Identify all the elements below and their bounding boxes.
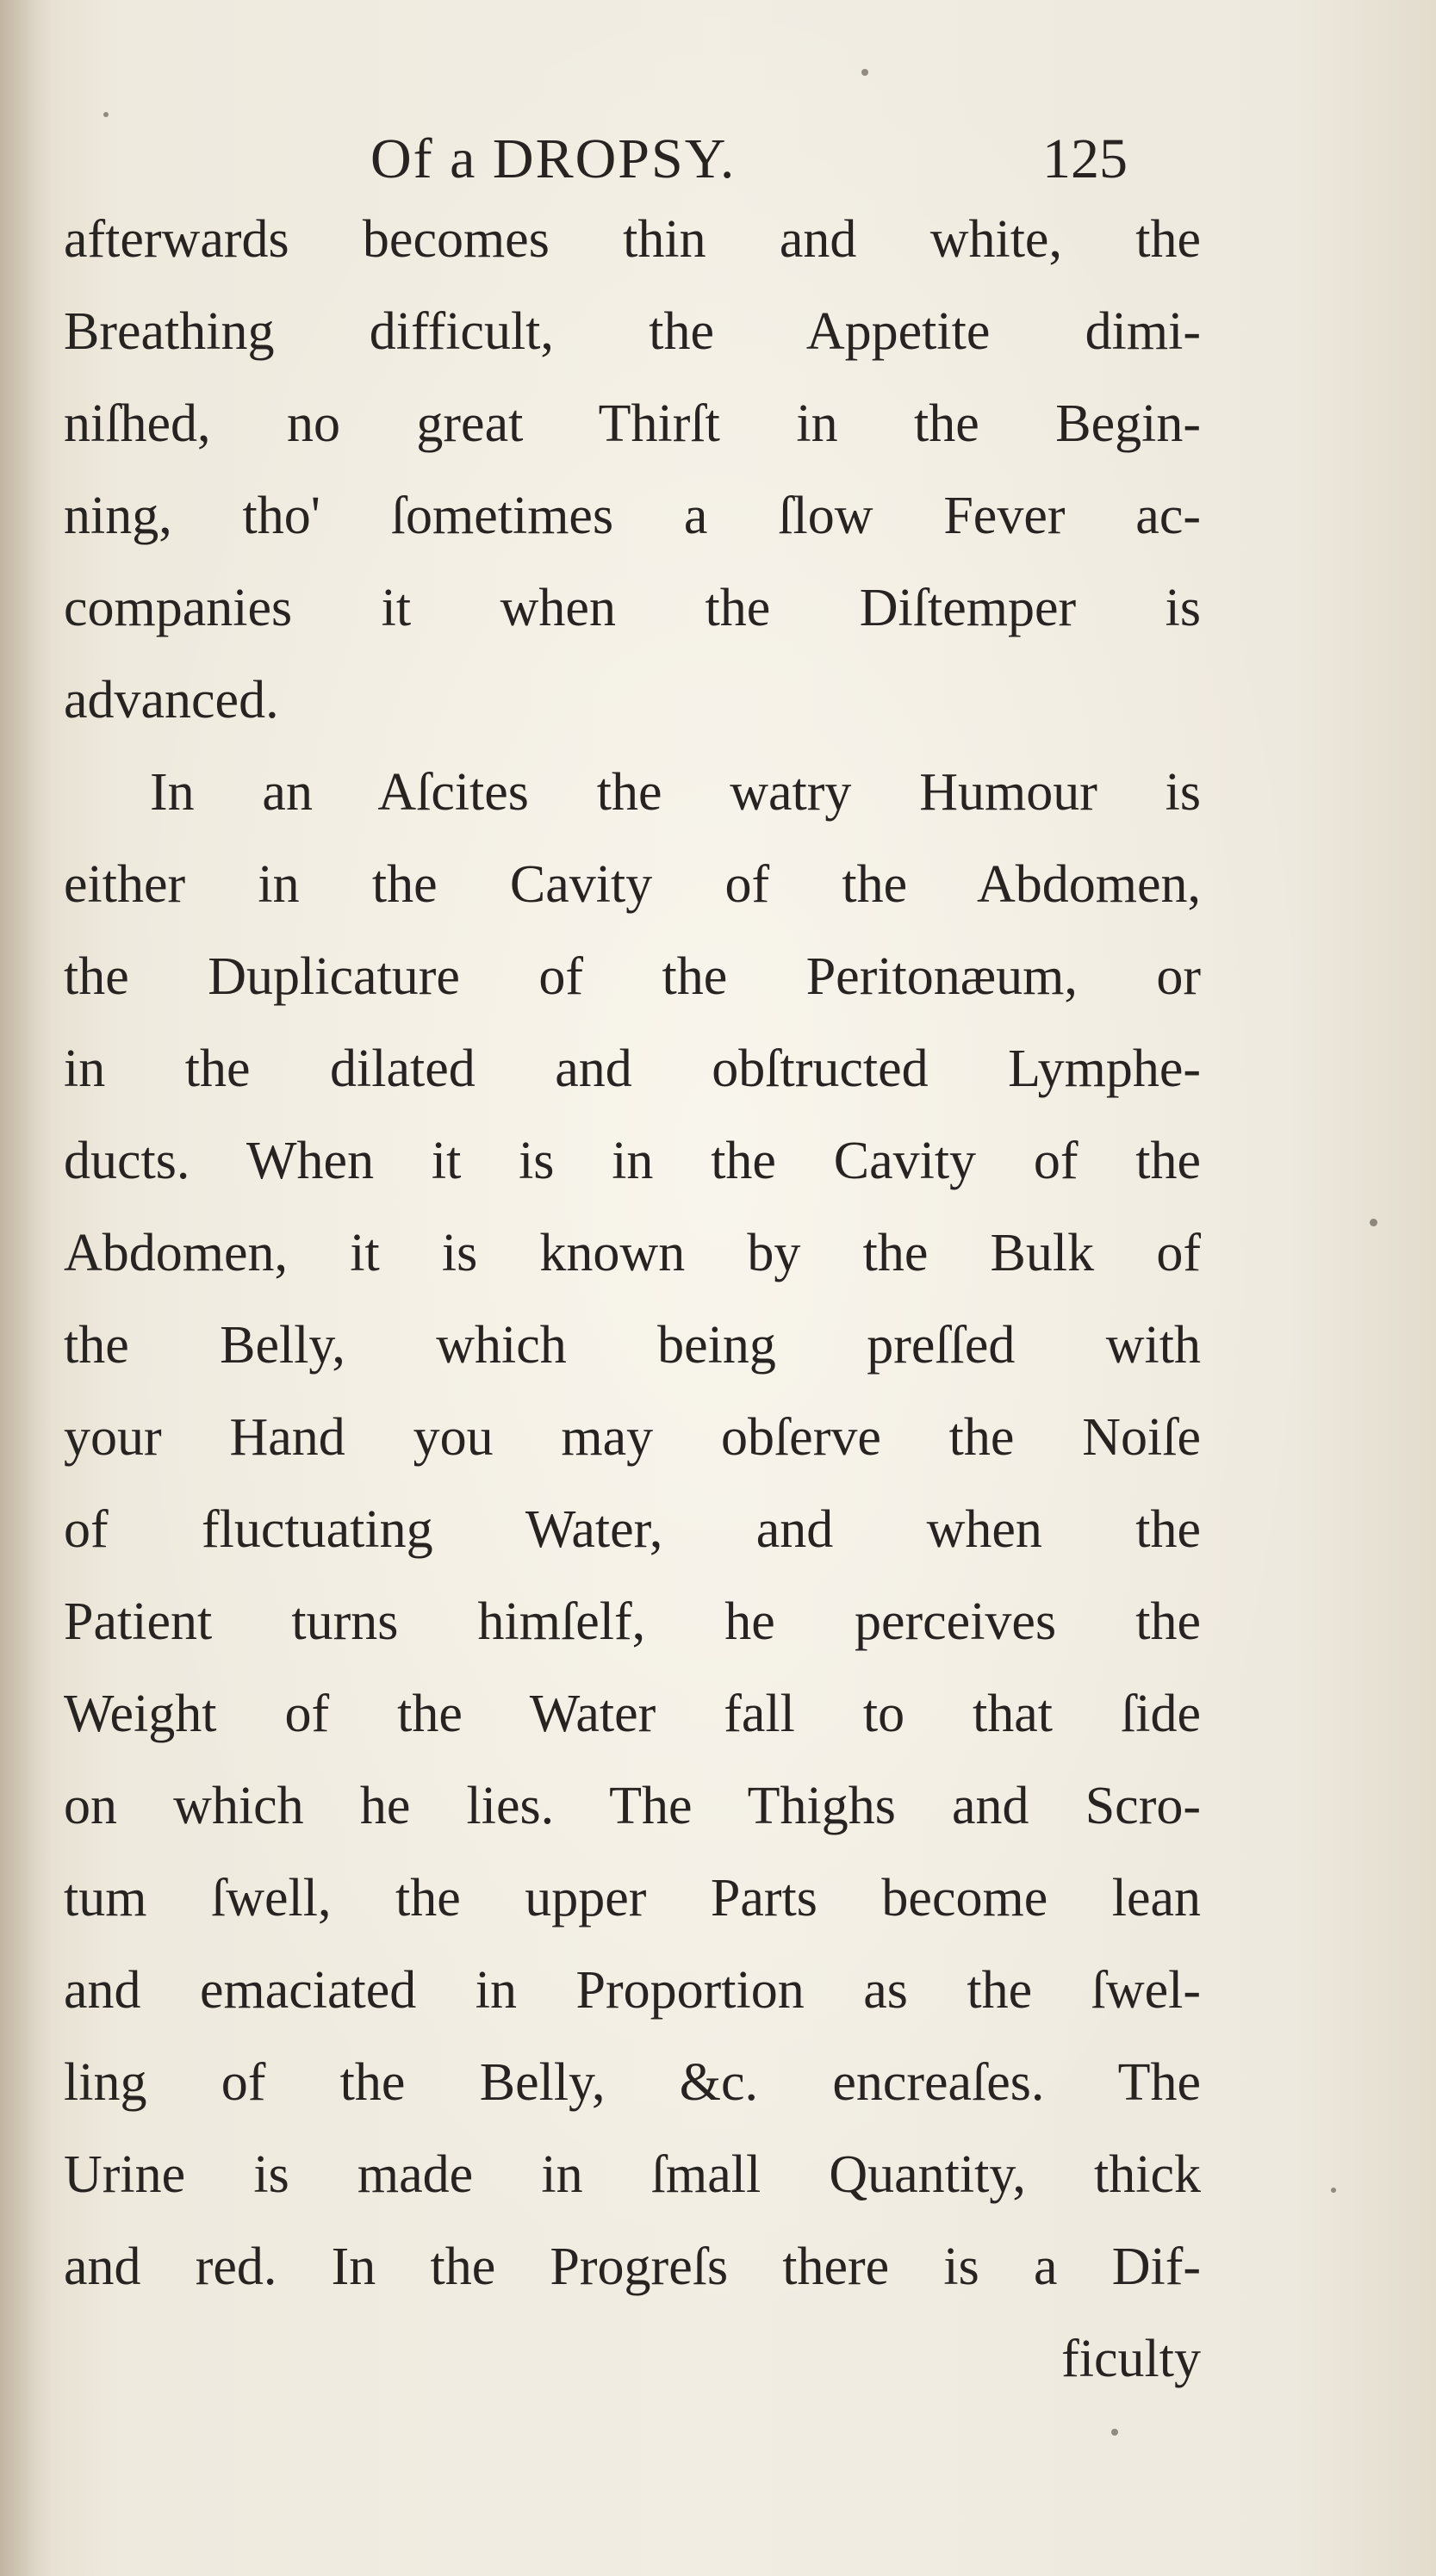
text-line: Breathing difficult, the Appetite dimi-	[64, 302, 1201, 361]
gutter-shadow	[0, 0, 52, 2576]
page-header	[0, 116, 1436, 194]
text-line: ling of the Belly, &c. encreaſes. The	[64, 2053, 1201, 2112]
paragraph-start-line: In an Aſcites the watry Humour is	[150, 763, 1201, 822]
text-line: on which he lies. The Thighs and Scro-	[64, 1777, 1201, 1835]
text-line: Urine is made in ſmall Quantity, thick	[64, 2145, 1201, 2204]
text-line: Patient turns himſelf, he perceives the	[64, 1592, 1201, 1651]
text-line: companies it when the Diſtemper is	[64, 579, 1201, 637]
text-line: of fluctuating Water, and when the	[64, 1500, 1201, 1559]
text-line: and red. In the Progreſs there is a Dif-	[64, 2238, 1201, 2296]
paper-speck	[103, 112, 109, 117]
text-line: and emaciated in Proportion as the ſwel-	[64, 1961, 1201, 2020]
text-line: afterwards becomes thin and white, the	[64, 210, 1201, 269]
text-line: the Belly, which being preſſed with	[64, 1316, 1201, 1375]
text-line: advanced.	[64, 671, 279, 729]
text-line: tum ſwell, the upper Parts become lean	[64, 1869, 1201, 1927]
text-line: Weight of the Water fall to that ſide	[64, 1685, 1201, 1743]
running-head: Of a DROPSY.	[370, 127, 737, 190]
text-line: ning, tho' ſometimes a ſlow Fever ac-	[64, 487, 1201, 545]
catchword: ficulty	[1061, 2330, 1201, 2388]
paper-speck	[1331, 2188, 1336, 2193]
text-line: your Hand you may obſerve the Noiſe	[64, 1408, 1201, 1467]
text-line: niſhed, no great Thirſt in the Begin-	[64, 394, 1201, 453]
text-line: in the dilated and obſtructed Lymphe-	[64, 1040, 1201, 1098]
body-text	[64, 194, 1201, 2405]
paper-speck	[1370, 1219, 1377, 1226]
text-line: ducts. When it is in the Cavity of the	[64, 1132, 1201, 1190]
text-line: the Duplicature of the Peritonæum, or	[64, 947, 1201, 1006]
text-line: either in the Cavity of the Abdomen,	[64, 855, 1201, 914]
page-number: 125	[1042, 127, 1128, 190]
text-line: Abdomen, it is known by the Bulk of	[64, 1224, 1201, 1282]
paper-speck	[861, 69, 868, 76]
paper-speck	[1111, 2429, 1118, 2436]
